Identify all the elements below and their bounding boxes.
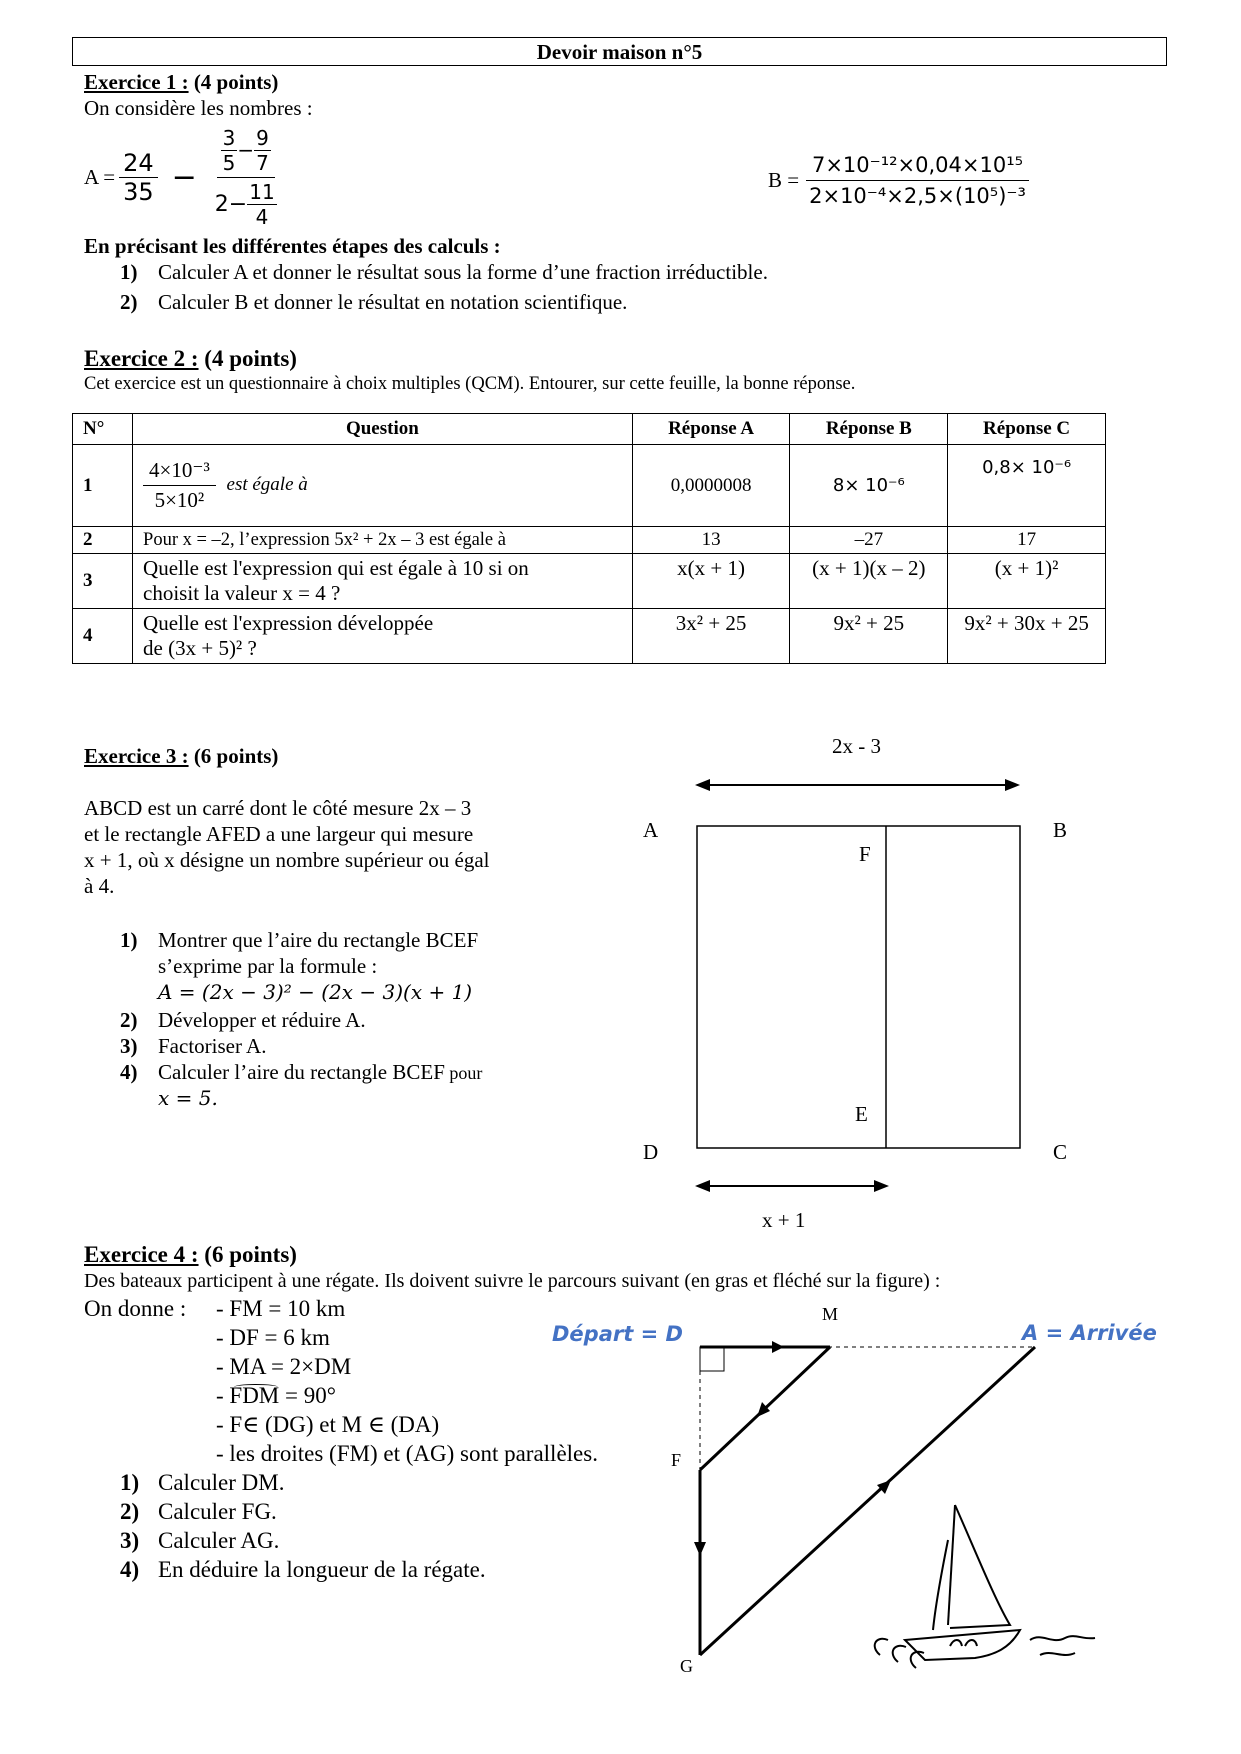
q4-line-2: de (3x + 5)² ? <box>143 636 257 660</box>
ex4-question-3 <box>120 1528 279 1554</box>
table-header-row <box>73 414 1106 445</box>
ex4-q3-text: Calculer AG. <box>158 1528 280 1553</box>
top-arrow <box>695 779 1020 791</box>
a-d-num: 11 <box>249 179 275 204</box>
ex4-question-1 <box>120 1470 284 1496</box>
ex3-formula: A = (2x − 3)² − (2x − 3)(x + 1) <box>158 980 473 1004</box>
qcm-table <box>72 413 1106 664</box>
label-top-length: 2x - 3 <box>832 734 881 758</box>
header-answer-a: Réponse A <box>632 414 790 445</box>
a-n2-den: 7 <box>256 150 269 175</box>
ex4-given: On donne : <box>84 1296 187 1321</box>
ex1-points: (4 points) <box>188 70 279 94</box>
ex3-question-4 <box>120 1060 482 1085</box>
ex2-points: (4 points) <box>198 346 297 371</box>
ex1-title: Exercice 1 : <box>84 70 189 94</box>
angle-mark <box>234 1384 278 1390</box>
ex4-data-6: - les droites (FM) et (AG) sont parallèles. <box>216 1441 598 1466</box>
ex4-data-1: - FM = 10 km <box>216 1296 346 1321</box>
arrow-d-to-m <box>772 1341 784 1353</box>
ex1-question-1 <box>120 260 768 285</box>
ex3-q1-line-1: Montrer que l’aire du rectangle BCEF <box>158 928 479 952</box>
q1-den: 5×10² <box>154 488 205 512</box>
list-number: 2) <box>120 1499 140 1524</box>
bottom-arrow <box>695 1180 889 1192</box>
answer-c[interactable]: 9x² + 30x + 25 <box>948 609 1106 664</box>
ex4-title: Exercice 4 : <box>84 1242 199 1267</box>
row-question <box>133 445 633 527</box>
ex4-data-3: - MA = 2×DM <box>216 1354 352 1379</box>
header-number: N° <box>73 414 133 445</box>
answer-c[interactable]: 0,8× 10⁻⁶ <box>948 445 1106 527</box>
a-n-minus: − <box>237 138 255 162</box>
row-question <box>133 554 633 609</box>
ex3-text-1: ABCD est un carré dont le côté mesure 2x – 3 <box>84 796 472 820</box>
ex3-text-4: à 4. <box>84 874 115 898</box>
label-a: A <box>643 818 659 842</box>
label-b: B <box>1053 818 1068 842</box>
list-number: 4) <box>120 1060 138 1084</box>
ex3-q2-text: Développer et réduire A. <box>158 1008 366 1032</box>
label-start: Départ = D <box>552 1322 683 1346</box>
ex2-title: Exercice 2 : <box>84 346 199 371</box>
a-n1-den: 5 <box>222 150 236 175</box>
regatta-course <box>700 1347 1035 1655</box>
answer-a[interactable]: x(x + 1) <box>632 554 790 609</box>
a-f1-den: 35 <box>123 177 154 206</box>
ex4-heading <box>84 1242 297 1268</box>
b-num: 7×10⁻¹²×0,04×10¹⁵ <box>806 153 1029 181</box>
row-number: 1 <box>73 445 133 527</box>
ex4-points: (6 points) <box>198 1242 297 1267</box>
ex3-q4-pour: pour <box>444 1063 483 1083</box>
ex4-q1-text: Calculer DM. <box>158 1470 285 1495</box>
ex4-intro: Des bateaux participent à une régate. Ils doivent suivre le parcours suivant (en gras et fléché sur la figure) : <box>84 1270 941 1292</box>
row-question <box>133 609 633 664</box>
ex4-q2-text: Calculer FG. <box>158 1499 277 1524</box>
label-end: A = Arrivée <box>1022 1321 1157 1345</box>
expression-a <box>84 122 281 232</box>
ex3-heading <box>84 744 278 769</box>
q4-line-1: Quelle est l'expression développée <box>143 611 434 635</box>
ex3-question-3 <box>120 1034 266 1059</box>
ex3-q4-text: Calculer l’aire du rectangle BCEF <box>158 1060 445 1084</box>
answer-b[interactable]: –27 <box>790 527 948 554</box>
ex1-instruction: En précisant les différentes étapes des calculs : <box>84 234 501 258</box>
list-number: 3) <box>120 1034 138 1058</box>
ex2-heading <box>84 346 297 372</box>
table-row <box>73 609 1106 664</box>
ex3-question-2 <box>120 1008 366 1033</box>
a-label: A = <box>84 164 116 189</box>
a-d-frac <box>247 180 276 229</box>
answer-a[interactable]: 3x² + 25 <box>632 609 790 664</box>
ex4-q4-text: En déduire la longueur de la régate. <box>158 1557 486 1582</box>
ex2-intro: Cet exercice est un questionnaire à choix multiples (QCM). Entourer, sur cette feuille, la bonne réponse. <box>84 374 856 394</box>
list-number: 1) <box>120 1470 140 1495</box>
row-question: Pour x = –2, l’expression 5x² + 2x – 3 est égale à <box>133 527 633 554</box>
answer-a[interactable]: 0,0000008 <box>632 445 790 527</box>
arrow-m-to-f <box>757 1402 770 1417</box>
table-row <box>73 527 1106 554</box>
table-row <box>73 554 1106 609</box>
b-label: B = <box>768 167 800 192</box>
a-f2-den <box>211 178 281 229</box>
ex3-text-2: et le rectangle AFED a une largeur qui mesure <box>84 822 474 846</box>
ex1-question-2 <box>120 290 627 315</box>
ex3-question-1 <box>120 928 478 953</box>
label-bottom-length: x + 1 <box>762 1208 806 1232</box>
b-den: 2×10⁻⁴×2,5×(10⁵)⁻³ <box>809 183 1026 208</box>
ex1-q1-text: Calculer A et donner le résultat sous la forme d’une fraction irréductible. <box>158 260 768 284</box>
a-f1-num: 24 <box>119 149 158 178</box>
table-row <box>73 445 1106 527</box>
q1-fraction <box>143 456 216 515</box>
row-number: 2 <box>73 527 133 554</box>
list-number: 1) <box>120 260 138 284</box>
header-question: Question <box>133 414 633 445</box>
row-number: 4 <box>73 609 133 664</box>
label-d: D <box>643 1140 659 1164</box>
header-answer-c: Réponse C <box>948 414 1106 445</box>
ex4-question-4 <box>120 1557 486 1583</box>
label-e: E <box>855 1102 868 1126</box>
page-title: Devoir maison n°5 <box>72 37 1167 66</box>
row-number: 3 <box>73 554 133 609</box>
expression-b <box>768 140 1032 220</box>
answer-b[interactable]: (x + 1)(x – 2) <box>790 554 948 609</box>
arrow-g-to-a <box>877 1480 891 1494</box>
q1-num: 4×10⁻³ <box>143 456 216 486</box>
ex1-q2-text: Calculer B et donner le résultat en notation scientifique. <box>158 290 628 314</box>
q3-line-2: choisit la valeur x = 4 ? <box>143 581 341 605</box>
label-f-regatta: F <box>671 1450 682 1470</box>
answer-b[interactable]: 8× 10⁻⁶ <box>790 445 948 527</box>
a-f2-num <box>217 126 275 178</box>
answer-a[interactable]: 13 <box>632 527 790 554</box>
answer-c[interactable]: 17 <box>948 527 1106 554</box>
b-fraction <box>803 153 1032 208</box>
ex3-title: Exercice 3 : <box>84 744 189 768</box>
ex4-data-2: - DF = 6 km <box>216 1325 330 1350</box>
a-fraction-1 <box>119 149 158 206</box>
sailboat-icon <box>875 1505 1095 1668</box>
ex3-q4-value: x = 5. <box>158 1086 218 1110</box>
list-number: 2) <box>120 290 138 314</box>
a-fraction-2 <box>211 126 281 229</box>
a-d-den: 4 <box>255 204 269 229</box>
ex3-points: (6 points) <box>188 744 279 768</box>
right-angle-mark <box>700 1347 724 1371</box>
a-n2-num: 9 <box>256 125 269 150</box>
header-answer-b: Réponse B <box>790 414 948 445</box>
a-minus: − <box>171 159 197 195</box>
list-number: 2) <box>120 1008 138 1032</box>
list-number: 1) <box>120 928 138 952</box>
ex4-data-5: - F∈ (DG) et M ∈ (DA) <box>216 1412 440 1437</box>
q3-line-1: Quelle est l'expression qui est égale à 10 si on <box>143 556 529 580</box>
a-n2 <box>254 126 271 175</box>
label-g: G <box>680 1656 693 1676</box>
list-number: 4) <box>120 1557 140 1582</box>
a-d-two: 2− <box>214 191 248 217</box>
ex1-heading <box>84 70 278 95</box>
a-n1 <box>221 126 238 175</box>
arrow-f-to-g <box>694 1542 706 1556</box>
ex4-data-4: - FDM = 90° <box>216 1383 336 1408</box>
square-abcd <box>697 826 1020 1148</box>
answer-b[interactable]: 9x² + 25 <box>790 609 948 664</box>
ex4-question-2 <box>120 1499 277 1525</box>
label-f: F <box>859 842 871 866</box>
ex1-intro: On considère les nombres : <box>84 96 313 120</box>
a-n1-num: 3 <box>222 125 236 150</box>
ex3-q1-line-2: s’exprime par la formule : <box>158 954 378 978</box>
ex3-text-3: x + 1, où x désigne un nombre supérieur ou égal <box>84 848 490 872</box>
list-number: 3) <box>120 1528 140 1553</box>
ex3-q3-text: Factoriser A. <box>158 1034 267 1058</box>
label-c: C <box>1053 1140 1068 1164</box>
answer-c[interactable]: (x + 1)² <box>948 554 1106 609</box>
q1-text: est égale à <box>226 473 308 495</box>
label-m: M <box>822 1304 839 1324</box>
